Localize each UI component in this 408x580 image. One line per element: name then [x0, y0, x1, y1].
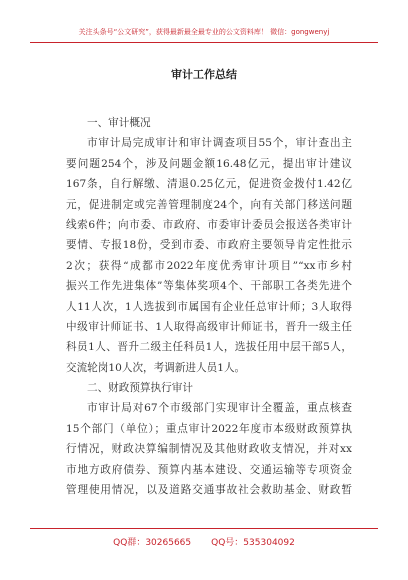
paragraph-line: 167条，自行解缴、清退0.25亿元，促进资金拨付1.42亿 — [66, 178, 352, 191]
paragraph-line: 人11人次，1人选拔到市属国有企业任总审计师；3人取得 — [66, 300, 352, 313]
document-title: 审计工作总结 — [171, 68, 237, 81]
paragraph-line: 线索6件；向市委、市政府、市委审计委员会报送各类审计 — [66, 218, 352, 231]
paragraph-line: 市审计局对67个市级部门实现审计全覆盖，重点核查 — [87, 402, 352, 415]
paragraph-line: 中级审计师证书、1人取得高级审计师证书，晋升一级主任 — [66, 320, 352, 333]
header-banner: 关注头条号“公文研究”，获得最新最全最专业的公文资料库！ 微信：gongwenyj — [78, 28, 330, 36]
paragraph-line: 科员1人、晋升二级主任科员1人，选拔任用中层干部5人， — [66, 341, 352, 354]
paragraph-line: 2次；获得“成都市2022年度优秀审计项目”“xx市乡村 — [66, 259, 352, 272]
paragraph-line: 管理使用情况，以及道路交通事故社会救助基金、财政暂 — [66, 484, 352, 497]
footer-qq: QQ号：535304092 — [211, 538, 295, 548]
paragraph-line: 市地方政府债券、预算内基本建设、交通运输等专项资金 — [66, 463, 352, 476]
document-body — [66, 113, 352, 500]
footer — [0, 535, 408, 548]
paragraph-line: 15个部门（单位）；重点审计2022年度市本级财政预算执 — [66, 422, 352, 435]
paragraph-line: 交流轮岗10人次，考调新进人员1人。 — [66, 361, 246, 374]
paragraph-line: 元，促进制定或完善管理制度24个，向有关部门移送问题 — [66, 198, 352, 211]
paragraph-line: 行情况，财政决算编制情况及其他财政收支情况，并对xx — [66, 443, 352, 456]
paragraph-line: 要情、专报18份，受到市委、市政府主要领导肯定性批示 — [66, 239, 352, 252]
header-divider — [30, 42, 378, 43]
paragraph-line: 要问题254个，涉及问题金额16.48亿元，提出审计建议 — [66, 157, 352, 170]
footer-qq-group: QQ群：30265665 — [113, 538, 192, 548]
section-heading: 二、财政预算执行审计 — [87, 382, 193, 395]
section-heading: 一、审计概况 — [87, 117, 151, 129]
footer-divider — [30, 528, 378, 529]
paragraph-line: 市审计局完成审计和审计调查项目55个，审计查出主 — [87, 137, 352, 150]
paragraph-line: 振兴工作先进集体”等集体奖项4个、干部职工各类先进个 — [66, 280, 352, 293]
